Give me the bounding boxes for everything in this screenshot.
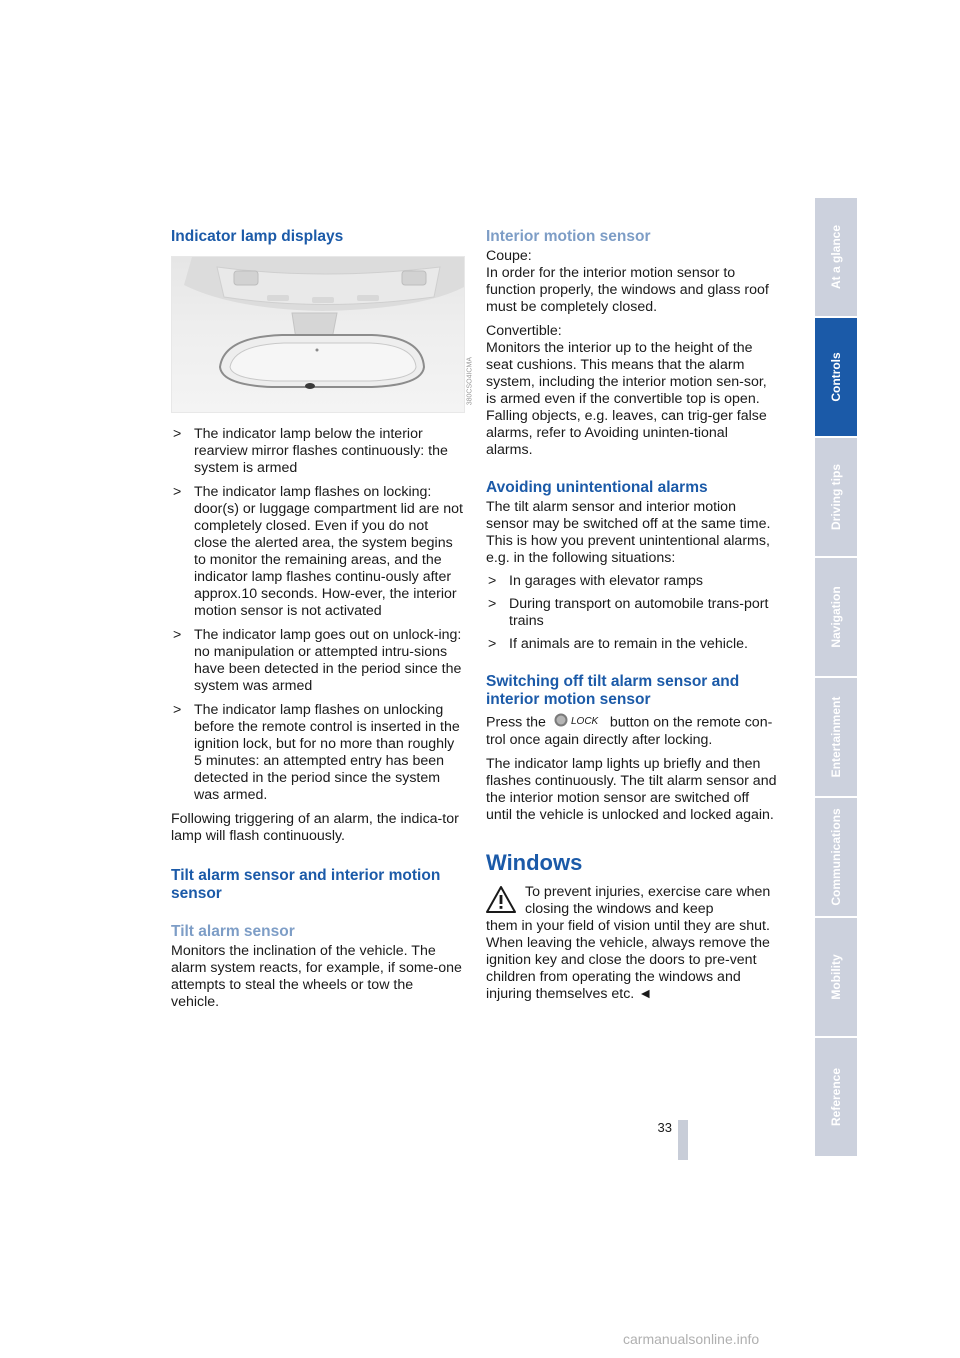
left-column bbox=[171, 228, 473, 1011]
warning-second-text: When leaving the vehicle, always remove the ignition key and close the doors to pre-vent children from operating the windows and injuring themselves etc. bbox=[486, 935, 770, 1002]
list-item bbox=[171, 426, 463, 477]
bullet-text: The indicator lamp flashes on locking: door(s) or luggage compartment lid are not completely closed. Even if you do not close the alerted area, the system begins to monitor the remaining areas, and the indicator lamp flashes continu-ously after approx.10 seconds. How-ever, the interior motion sensor is not activated bbox=[194, 484, 463, 619]
heading-indicator-lamp-displays: Indicator lamp displays bbox=[171, 228, 344, 245]
bullet-marker: > bbox=[173, 702, 182, 718]
windows-warning bbox=[486, 884, 778, 1003]
warning-second bbox=[486, 935, 778, 1003]
heading-interior-motion-sensor: Interior motion sensor bbox=[486, 228, 651, 245]
list-item bbox=[486, 636, 778, 653]
bullet-text: In garages with elevator ramps bbox=[509, 573, 703, 589]
tab-driving-tips[interactable] bbox=[815, 438, 857, 556]
list-item bbox=[171, 484, 463, 620]
after-alarm-text: Following triggering of an alarm, the indica-tor lamp will flash continuously. bbox=[171, 811, 459, 844]
tab-label: At a glance bbox=[829, 224, 843, 290]
bullet-marker: > bbox=[173, 627, 182, 643]
avoid-bullets bbox=[486, 573, 778, 653]
warning-first-line: To prevent injuries, exercise care when closing the windows and keep bbox=[525, 884, 771, 917]
heading-switching-off: Switching off tilt alarm sensor and interior motion sensor bbox=[486, 673, 740, 708]
bullet-text: During transport on automobile trans-port trains bbox=[509, 596, 769, 629]
coupe-text: In order for the interior motion sensor to function properly, the windows and glass roof must be completely closed. bbox=[486, 265, 769, 315]
page-number-bar bbox=[678, 1120, 688, 1160]
bullet-text: The indicator lamp flashes on unlocking before the remote control is inserted in the ignition lock, but for no more than roughly 5 minutes: an attempted entry has been detected in the period since the system was armed. bbox=[194, 702, 460, 803]
tab-reference[interactable] bbox=[815, 1038, 857, 1156]
indicator-bullets bbox=[171, 426, 463, 804]
bullet-marker: > bbox=[488, 596, 497, 612]
tilt-text: Monitors the inclination of the vehicle. The alarm system reacts, for example, if some-one attempts to steal the wheels or tow the vehicle. bbox=[171, 943, 462, 1010]
rearview-mirror-illustration bbox=[171, 256, 473, 413]
tab-label: Navigation bbox=[829, 586, 843, 648]
avoid-text: The tilt alarm sensor and interior motion sensor may be switched off at the same time. This is how you prevent unintentional alarms, e.g. in the following situations: bbox=[486, 499, 771, 566]
tab-navigation[interactable] bbox=[815, 558, 857, 676]
bullet-text: The indicator lamp goes out on unlock-ing: no manipulation or attempted intru-sions have been detected in the period since the system was armed bbox=[194, 627, 462, 694]
tab-communications[interactable] bbox=[815, 798, 857, 916]
press-lock-text bbox=[486, 713, 778, 749]
heading-windows: Windows bbox=[486, 850, 583, 875]
bullet-marker: > bbox=[488, 573, 497, 589]
page-number: 33 bbox=[657, 1120, 672, 1135]
lock-label: LOCK bbox=[570, 716, 599, 727]
lock-button-icon bbox=[553, 713, 603, 732]
figure-id: 380CSO4ICMA bbox=[466, 357, 473, 406]
heading-avoiding-alarms: Avoiding unintentional alarms bbox=[486, 479, 708, 496]
rearview-mirror-icon bbox=[172, 257, 464, 412]
bullet-marker: > bbox=[173, 426, 182, 442]
convertible-label: Convertible: bbox=[486, 323, 562, 339]
watermark: carmanualsonline.info bbox=[623, 1331, 760, 1347]
bullet-marker: > bbox=[173, 484, 182, 500]
warning-icon bbox=[486, 886, 516, 918]
switch-text: The indicator lamp lights up briefly and then flashes continuously. The tilt alarm sensor and the interior motion sensor are switched off until the vehicle is unlocked and locked again. bbox=[486, 756, 777, 823]
press-after: button on the remote con-trol once again directly after locking. bbox=[486, 714, 773, 748]
warning-rest: them in your field of vision until they are shut. bbox=[486, 918, 770, 934]
convertible-text: Monitors the interior up to the height of the seat cushions. This means that the alarm system, including the interior motion sen-sor, is armed even if the convertible top is open. Falling objects, e.g. leaves, can trig-ger false alarms, refer to Avoiding uninten-tional alarms. bbox=[486, 340, 767, 458]
tab-label: Mobility bbox=[829, 954, 843, 1000]
heading-tilt-and-interior: Tilt alarm sensor and interior motion sensor bbox=[171, 867, 441, 902]
tab-label: Controls bbox=[829, 352, 843, 402]
tab-controls[interactable] bbox=[815, 318, 857, 436]
right-column bbox=[486, 228, 778, 1003]
tab-label: Reference bbox=[829, 1067, 843, 1127]
list-item bbox=[171, 702, 463, 804]
list-item bbox=[486, 596, 778, 630]
tab-entertainment[interactable] bbox=[815, 678, 857, 796]
tab-mobility[interactable] bbox=[815, 918, 857, 1036]
press-before: Press the bbox=[486, 714, 546, 731]
list-item bbox=[171, 627, 463, 695]
tab-label: Driving tips bbox=[829, 463, 843, 531]
tab-label: Communications bbox=[829, 808, 843, 906]
heading-tilt-alarm-sensor: Tilt alarm sensor bbox=[171, 923, 295, 940]
list-item bbox=[486, 573, 778, 590]
tab-at-a-glance[interactable] bbox=[815, 198, 857, 316]
bullet-text: The indicator lamp below the interior rearview mirror flashes continuously: the system is armed bbox=[194, 426, 448, 476]
end-marker-icon: ◄ bbox=[638, 986, 653, 1002]
coupe-label: Coupe: bbox=[486, 248, 532, 264]
bullet-marker: > bbox=[488, 636, 497, 652]
bullet-text: If animals are to remain in the vehicle. bbox=[509, 636, 748, 652]
tab-label: Entertainment bbox=[829, 696, 843, 778]
